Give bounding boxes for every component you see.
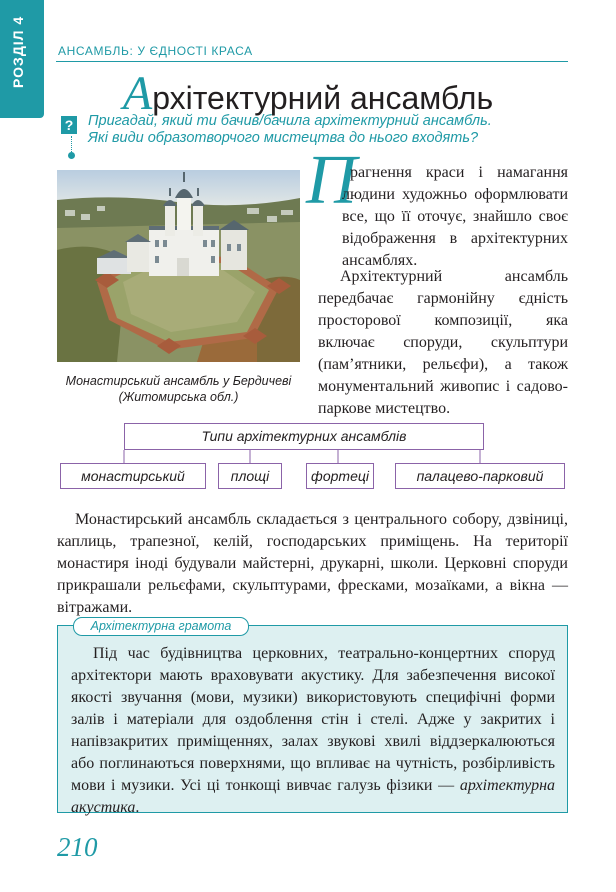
title-initial: А — [122, 67, 153, 120]
sidebar-text — [71, 643, 555, 819]
monastery-paragraph: Монастирський ансамбль складається з центрального собору, дзвіниці, каплиць, трапезної, келій, господарських приміщень. На території монастиря іноді будували майстерні, друкарні, школи. Церковні споруди прикрашали рельєфами, скульптурами, фресками, мозаїками, а вікна — вітражами. — [57, 511, 568, 616]
type-squares: площі — [218, 463, 282, 489]
diagram-title-box: Типи архітектурних ансамблів — [124, 423, 484, 450]
type-palace-park: палацево-парковий — [395, 463, 565, 489]
title-rest: рхітектурний ансамбль — [152, 80, 494, 116]
sidebar-term: архітектурна акустика — [71, 777, 555, 816]
question-dot — [68, 152, 75, 159]
monastery-photo — [57, 170, 300, 362]
monastery-illustration — [57, 170, 300, 362]
intro-paragraph-1: рагнення краси і намагання людини художньо оформлювати все, що її оточує, знайшло своє відображення в архітектурних ансамблях. — [342, 164, 568, 269]
sidebar-label: Архітектурна грамота — [73, 617, 249, 636]
sidebar-text-main: Під час будівництва церковних, театрально-концертних споруд архітектори мають враховувати акустику. Для забезпечення високої якості звучання (мови, музики) використовують специфічні форми залів і матеріали для оздоблення стін і стелі. Адже у закритих і напівзакритих приміщеннях, залах звукові хвилі віддзеркалюються або поглинаються поверхнями, що впливає на чутність, розбірливість мови і музики. Усі ці тонкощі вивчає галузь фізики — — [71, 645, 555, 794]
photo-caption-line-1: Монастирський ансамбль у Бердичеві — [65, 374, 292, 388]
running-header: АНСАМБЛЬ: У ЄДНОСТІ КРАСА — [58, 44, 253, 58]
section-tab-label: РОЗДІЛ 4 — [10, 15, 26, 88]
question-line-2: Які види образотворчого мистецтва до нього входять? — [88, 130, 479, 146]
header-rule — [56, 61, 568, 62]
type-monastic: монастирський — [60, 463, 206, 489]
intro-paragraph-2: Архітектурний ансамбль передбачає гармонійну єдність просторової композиції, яка включає споруди, скульптури (пам’ятники, рельєфи), а також монументальний живопис і садово-паркове мистецтво. — [318, 268, 568, 417]
sidebar-text-end: . — [135, 799, 140, 816]
type-fortresses: фортеці — [306, 463, 374, 489]
photo-caption-line-2: (Житомирська обл.) — [118, 390, 239, 404]
photo-caption — [57, 373, 300, 405]
page-number: 210 — [57, 832, 98, 862]
page-title — [0, 67, 616, 120]
question-icon: ? — [61, 116, 77, 134]
drop-cap: П — [306, 142, 357, 219]
question-line-1: Пригадай, який ти бачив/бачила архітектурний ансамбль. — [88, 113, 492, 129]
